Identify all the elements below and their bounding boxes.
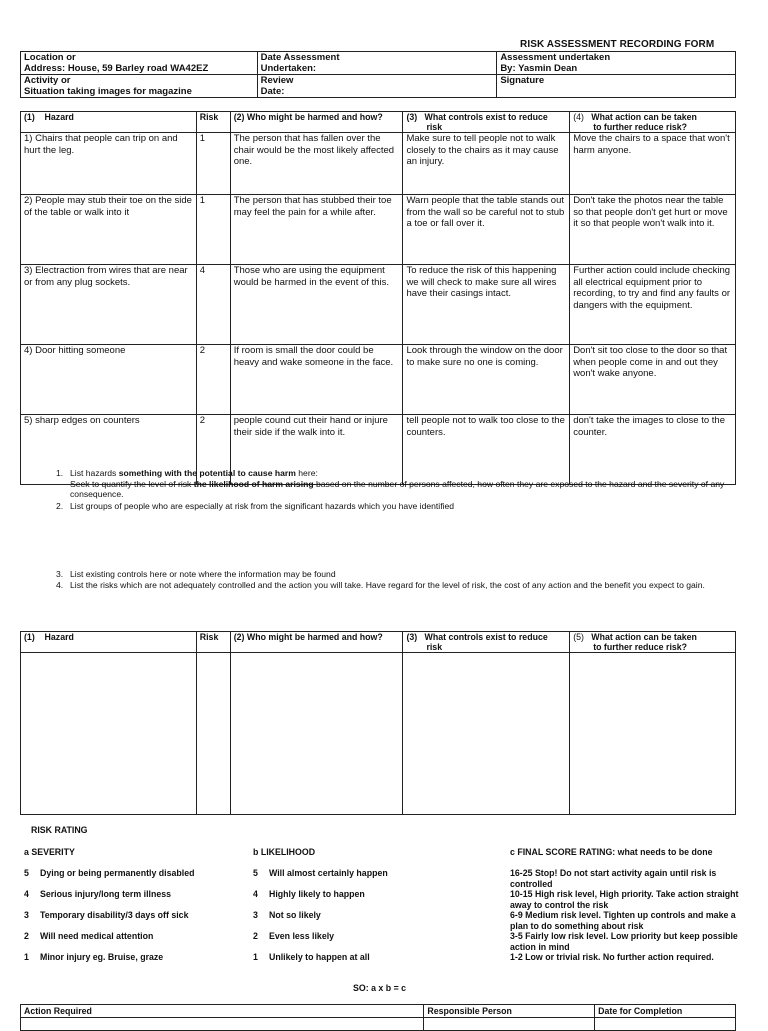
signature-label: Signature xyxy=(500,75,545,86)
responsible-person-cell[interactable] xyxy=(424,1018,595,1031)
hazard-cell: 4) Door hitting someone xyxy=(21,345,197,415)
assessment-by-label: Assessment undertaken xyxy=(500,52,611,63)
risk-cell: 4 xyxy=(196,265,230,345)
date-assessment-value: Undertaken: xyxy=(260,63,317,74)
likelihood-item: 5 Will almost certainly happen xyxy=(253,868,388,878)
assessment-by-cell xyxy=(497,52,736,75)
final-score-item: 3-5 Fairly low risk level. Low priority but keep possible action in mind xyxy=(510,931,738,952)
harmed-cell[interactable] xyxy=(230,653,403,815)
risk-cell: 1 xyxy=(196,133,230,195)
risk-rating-title: RISK RATING xyxy=(31,825,88,835)
severity-item: 1 Minor injury eg. Bruise, graze xyxy=(24,952,164,962)
action-table xyxy=(20,1004,736,1031)
harmed-cell: Those who are using the equipment would be harmed in the event of this. xyxy=(230,265,403,345)
risk-assessment-table xyxy=(20,111,736,485)
final-score-item: 1-2 Low or trivial risk. No further action required. xyxy=(510,952,714,962)
likelihood-title: b LIKELIHOOD xyxy=(253,847,316,857)
controls-cell: tell people not to walk too close to the counters. xyxy=(403,415,570,485)
header-table xyxy=(20,51,736,98)
responsible-person-header: Responsible Person xyxy=(424,1005,595,1018)
action-required-header: Action Required xyxy=(21,1005,424,1018)
controls-cell: To reduce the risk of this happening we will check to make sure all wires have their casings intact. xyxy=(403,265,570,345)
final-score-item: 16-25 Stop! Do not start activity again until risk is controlled xyxy=(510,868,717,889)
review-value: Date: xyxy=(260,86,285,97)
severity-item: 4 Serious injury/long term illness xyxy=(24,889,172,899)
controls-cell[interactable] xyxy=(403,653,570,815)
harmed-cell: The person that has stubbed their toe may feel the pain for a while after. xyxy=(230,195,403,265)
severity-item: 3 Temporary disability/3 days off sick xyxy=(24,910,189,920)
controls-cell: Make sure to tell people not to walk closely to the chairs as it may cause an injury. xyxy=(403,133,570,195)
harmed-cell: If room is small the door could be heavy and wake someone in the face. xyxy=(230,345,403,415)
controls-cell: Look through the window on the door to make sure no one is coming. xyxy=(403,345,570,415)
action-cell: Don't sit too close to the door so that when people come in and out they won't wake anyone. xyxy=(570,345,736,415)
controls-cell: Warn people that the table stands out from the wall so be careful not to stub a toe or fall over it. xyxy=(403,195,570,265)
table-row xyxy=(21,195,736,265)
assessment-by-value: By: Yasmin Dean xyxy=(500,63,578,74)
likelihood-item: 1 Unlikely to happen at all xyxy=(253,952,370,962)
form-title: RISK ASSESSMENT RECORDING FORM xyxy=(520,39,715,50)
date-assessment-cell xyxy=(257,52,497,75)
harmed-cell: The person that has fallen over the chair would be the most likely affected one. xyxy=(230,133,403,195)
hazard-cell: 3) Electraction from wires that are near or from any plug sockets. xyxy=(21,265,197,345)
review-cell xyxy=(257,75,497,98)
risk-cell: 2 xyxy=(196,415,230,485)
hazard-cell: 5) sharp edges on counters xyxy=(21,415,197,485)
activity-value: Situation taking images for magazine xyxy=(24,86,192,97)
harmed-header: (2) Who might be harmed and how? xyxy=(230,632,403,653)
location-label: Location or xyxy=(24,52,76,63)
score-formula: SO: a x b = c xyxy=(353,983,407,993)
action-header: (4) What action can be taken to further reduce risk? xyxy=(570,112,736,133)
activity-cell xyxy=(21,75,258,98)
table-row xyxy=(21,653,736,815)
harmed-cell: people cound cut their hand or injure their side if the walk into it. xyxy=(230,415,403,485)
hazard-cell[interactable] xyxy=(21,653,197,815)
hazard-cell: 2) People may stub their toe on the side of the table or walk into it xyxy=(21,195,197,265)
action-cell[interactable] xyxy=(570,653,736,815)
signature-cell xyxy=(497,75,736,98)
severity-item: 2 Will need medical attention xyxy=(24,931,154,941)
location-value: Address: House, 59 Barley road WA42EZ xyxy=(24,63,209,74)
severity-title: a SEVERITY xyxy=(24,847,75,857)
table-row xyxy=(21,133,736,195)
action-cell: Further action could include checking all electrical equipment prior to recording, to try and find any faults or dangers with the equipment. xyxy=(570,265,736,345)
final-score-item: 10-15 High risk level, High priority. Take action straight away to control the risk xyxy=(510,889,739,910)
hazard-header: (1) Hazard xyxy=(21,632,197,653)
final-score-item: 6-9 Medium risk level. Tighten up controls and make a plan to do something about risk xyxy=(510,910,736,931)
risk-rating-section xyxy=(0,822,768,1002)
hazard-header: (1) Hazard xyxy=(21,112,197,133)
risk-cell: 1 xyxy=(196,195,230,265)
harmed-header: (2) Who might be harmed and how? xyxy=(230,112,403,133)
table-row xyxy=(21,345,736,415)
action-cell: Move the chairs to a space that won't harm anyone. xyxy=(570,133,736,195)
likelihood-item: 3 Not so likely xyxy=(253,910,321,920)
date-for-completion-cell[interactable] xyxy=(595,1018,736,1031)
blank-risk-table xyxy=(20,631,736,815)
table-row xyxy=(21,265,736,345)
activity-label: Activity or xyxy=(24,75,71,86)
risk-header: Risk xyxy=(196,112,230,133)
controls-header: (3) What controls exist to reduce risk xyxy=(403,632,570,653)
risk-cell: 2 xyxy=(196,345,230,415)
action-header: (5) What action can be taken to further reduce risk? xyxy=(570,632,736,653)
review-label: Review xyxy=(260,75,294,86)
action-cell: Don't take the photos near the table so that people don't get hurt or move it so that people won't walk into it. xyxy=(570,195,736,265)
likelihood-item: 2 Even less likely xyxy=(253,931,335,941)
risk-header: Risk xyxy=(196,632,230,653)
location-cell xyxy=(21,52,258,75)
date-for-completion-header: Date for Completion xyxy=(595,1005,736,1018)
action-cell: don't take the images to close to the counter. xyxy=(570,415,736,485)
severity-item: 5 Dying or being permanently disabled xyxy=(24,868,195,878)
controls-header: (3) What controls exist to reduce risk xyxy=(403,112,570,133)
action-required-cell[interactable] xyxy=(21,1018,424,1031)
date-assessment-label: Date Assessment xyxy=(260,52,340,63)
final-score-title: c FINAL SCORE RATING: what needs to be done xyxy=(510,847,713,857)
risk-cell[interactable] xyxy=(196,653,230,815)
hazard-cell: 1) Chairs that people can trip on and hurt the leg. xyxy=(21,133,197,195)
likelihood-item: 4 Highly likely to happen xyxy=(253,889,365,899)
